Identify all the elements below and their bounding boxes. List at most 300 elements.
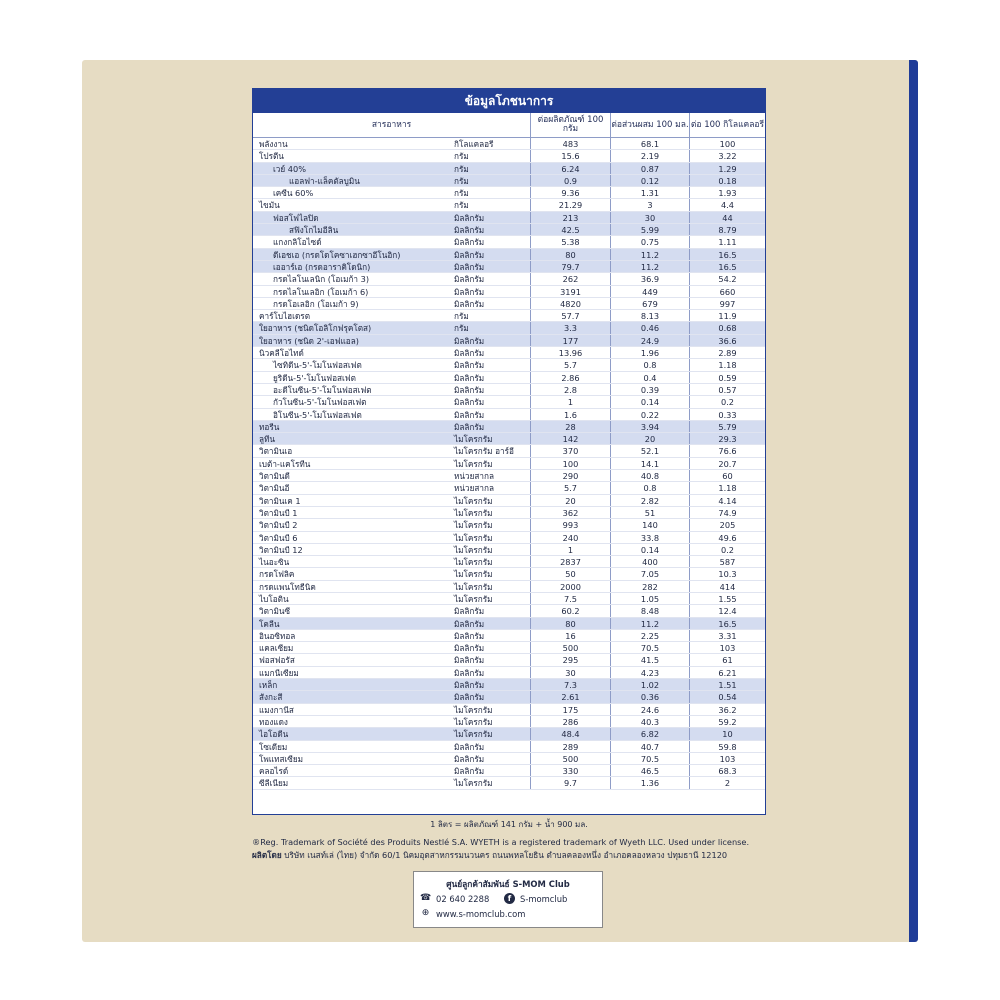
nutrient-name: โคลีน	[259, 618, 280, 629]
value-per-100ml: 0.14	[610, 396, 689, 407]
value-per-100kcal: 11.9	[689, 310, 765, 321]
value-per-100ml: 46.5	[610, 765, 689, 776]
value-per-100kcal: 3.22	[689, 150, 765, 161]
value-per-100g: 2.61	[530, 691, 610, 702]
nutrient-name: เวย์ 40%	[273, 163, 306, 174]
value-per-100kcal: 36.2	[689, 704, 765, 715]
value-per-100kcal: 1.18	[689, 359, 765, 370]
nutrient-name: กรดไลโนเลนิก (โอเมก้า 3)	[273, 274, 370, 285]
value-per-100kcal: 0.59	[689, 372, 765, 383]
nutrient-unit: ไมโครกรัม	[454, 544, 493, 555]
value-per-100kcal: 68.3	[689, 765, 765, 776]
value-per-100g: 286	[530, 716, 610, 727]
value-per-100kcal: 2	[689, 777, 765, 788]
globe-icon: ⊕	[421, 908, 430, 918]
value-per-100g: 2.86	[530, 372, 610, 383]
value-per-100ml: 36.9	[610, 273, 689, 284]
value-per-100kcal: 44	[689, 212, 765, 223]
value-per-100kcal: 76.6	[689, 445, 765, 456]
table-row	[253, 765, 765, 777]
nutrient-unit: มิลลิกรัม	[454, 225, 485, 236]
table-row	[253, 654, 765, 666]
value-per-100kcal: 59.8	[689, 741, 765, 752]
value-per-100kcal: 0.2	[689, 396, 765, 407]
nutrient-name: ไอโอดีน	[259, 729, 289, 740]
value-per-100kcal: 3.31	[689, 630, 765, 641]
value-per-100ml: 3.94	[610, 421, 689, 432]
value-per-100ml: 51	[610, 507, 689, 518]
contact-title: ศูนย์ลูกค้าสัมพันธ์ S-MOM Club	[446, 879, 570, 889]
nutrient-name: ลูทีน	[259, 434, 276, 445]
nutrient-name: ไซทิดีน-5'-โมโนฟอสเฟต	[273, 360, 362, 371]
value-per-100ml: 0.22	[610, 409, 689, 420]
nutrient-name: แมกนีเซียม	[259, 667, 299, 678]
nutrient-unit: หน่วยสากล	[454, 471, 494, 482]
nutrient-unit: มิลลิกรัม	[454, 298, 485, 309]
value-per-100g: 3.3	[530, 322, 610, 333]
value-per-100g: 5.7	[530, 482, 610, 493]
value-per-100g: 100	[530, 458, 610, 469]
nutrient-unit: มิลลิกรัม	[454, 655, 485, 666]
value-per-100g: 16	[530, 630, 610, 641]
value-per-100kcal: 16.5	[689, 261, 765, 272]
nutrient-name: คาร์โบไฮเดรต	[259, 311, 311, 322]
nutrient-name: ยูริดีน-5'-โมโนฟอสเฟต	[273, 372, 356, 383]
value-per-100kcal: 0.33	[689, 409, 765, 420]
nutrient-name: สังกะสี	[259, 692, 283, 703]
contact-website: www.s-momclub.com	[436, 908, 526, 919]
table-row	[253, 777, 765, 789]
value-per-100ml: 40.8	[610, 470, 689, 481]
value-per-100kcal: 997	[689, 298, 765, 309]
nutrient-name: วิตามินบี 12	[259, 544, 303, 555]
nutrition-title: ข้อมูลโภชนาการ	[253, 89, 765, 113]
nutrient-unit: ไมโครกรัม	[454, 716, 493, 727]
nutrient-name: กรดไลโนเลอิก (โอเมก้า 6)	[273, 286, 369, 297]
value-per-100kcal: 36.6	[689, 335, 765, 346]
nutrient-name: ฟอสโฟไลปิด	[273, 212, 319, 223]
nutrient-name: โซเดียม	[259, 741, 288, 752]
value-per-100g: 2837	[530, 556, 610, 567]
nutrient-unit: มิลลิกรัม	[454, 618, 485, 629]
nutrient-name: อะดีโนซีน-5'-โมโนฟอสเฟต	[273, 384, 372, 395]
nutrient-unit: ไมโครกรัม	[454, 569, 493, 580]
value-per-100ml: 400	[610, 556, 689, 567]
value-per-100kcal: 1.93	[689, 187, 765, 198]
nutrient-name: วิตามินเอ	[259, 446, 293, 457]
value-per-100ml: 0.12	[610, 175, 689, 186]
value-per-100kcal: 12.4	[689, 605, 765, 616]
value-per-100kcal: 6.21	[689, 667, 765, 678]
value-per-100kcal: 49.6	[689, 532, 765, 543]
value-per-100kcal: 1.11	[689, 236, 765, 247]
table-row	[253, 753, 765, 765]
value-per-100g: 370	[530, 445, 610, 456]
value-per-100ml: 41.5	[610, 654, 689, 665]
value-per-100ml: 40.7	[610, 741, 689, 752]
table-row	[253, 199, 765, 211]
value-per-100ml: 0.39	[610, 384, 689, 395]
value-per-100ml: 0.4	[610, 372, 689, 383]
value-per-100kcal: 74.9	[689, 507, 765, 518]
value-per-100kcal: 414	[689, 581, 765, 592]
value-per-100kcal: 4.14	[689, 495, 765, 506]
nutrition-table-header	[253, 113, 765, 138]
value-per-100ml: 2.82	[610, 495, 689, 506]
table-row	[253, 224, 765, 236]
nutrient-unit: มิลลิกรัม	[454, 643, 485, 654]
value-per-100g: 79.7	[530, 261, 610, 272]
nutrient-name: นิวคลีโอไทด์	[259, 348, 304, 359]
value-per-100kcal: 205	[689, 519, 765, 530]
nutrient-unit: มิลลิกรัม	[454, 630, 485, 641]
value-per-100g: 42.5	[530, 224, 610, 235]
value-per-100ml: 0.46	[610, 322, 689, 333]
value-per-100ml: 0.75	[610, 236, 689, 247]
nutrient-name: เคซีน 60%	[273, 188, 314, 199]
table-row	[253, 310, 765, 322]
header-per-100ml: ต่อส่วนผสม 100 มล.	[610, 113, 689, 137]
nutrient-unit: ไมโครกรัม	[454, 458, 493, 469]
value-per-100kcal: 1.51	[689, 679, 765, 690]
value-per-100g: 500	[530, 642, 610, 653]
manufacturer-address: บริษัท เนสท์เล่ (ไทย) จำกัด 60/1 นิคมอุตสาหกรรมนวนคร ถนนพหลโยธิน ตำบลคลองหนึ่ง อำเภอคลองหลวง ปทุมธานี 12120	[284, 850, 728, 860]
value-per-100ml: 70.5	[610, 642, 689, 653]
table-row	[253, 532, 765, 544]
nutrient-unit: ไมโครกรัม	[454, 495, 493, 506]
value-per-100g: 483	[530, 138, 610, 149]
nutrient-unit: มิลลิกรัม	[454, 753, 485, 764]
value-per-100g: 20	[530, 495, 610, 506]
nutrition-facts-panel	[252, 88, 766, 815]
nutrient-name: ไบโอติน	[259, 593, 289, 604]
table-row	[253, 335, 765, 347]
value-per-100ml: 52.1	[610, 445, 689, 456]
nutrient-name: ซีลีเนียม	[259, 778, 289, 789]
table-row	[253, 556, 765, 568]
value-per-100g: 175	[530, 704, 610, 715]
table-row	[253, 421, 765, 433]
contact-phone: 02 640 2288	[436, 893, 490, 904]
reconstitution-note: 1 ลิตร = ผลิตภัณฑ์ 141 กรัม + น้ำ 900 มล.	[430, 820, 588, 829]
nutrient-unit: มิลลิกรัม	[454, 348, 485, 359]
nutrient-name: แคลเซียม	[259, 643, 294, 654]
nutrient-unit: มิลลิกรัม	[454, 261, 485, 272]
table-row	[253, 482, 765, 494]
headset-icon: ☎	[420, 893, 432, 903]
nutrient-unit: มิลลิกรัม	[454, 286, 485, 297]
nutrient-unit: หน่วยสากล	[454, 483, 494, 494]
value-per-100ml: 30	[610, 212, 689, 223]
value-per-100g: 21.29	[530, 199, 610, 210]
value-per-100g: 2000	[530, 581, 610, 592]
value-per-100ml: 40.3	[610, 716, 689, 727]
table-row	[253, 716, 765, 728]
nutrient-name: วิตามินบี 6	[259, 532, 298, 543]
nutrient-name: แอลฟา-แล็คตัลบูมิน	[289, 175, 360, 186]
value-per-100ml: 679	[610, 298, 689, 309]
value-per-100kcal: 16.5	[689, 249, 765, 260]
nutrient-unit: ไมโครกรัม อาร์อี	[454, 446, 514, 457]
table-row	[253, 163, 765, 175]
header-nutrient: สารอาหาร	[371, 119, 412, 130]
table-row	[253, 433, 765, 445]
value-per-100kcal: 103	[689, 753, 765, 764]
value-per-100ml: 0.87	[610, 163, 689, 174]
nutrient-unit: ไมโครกรัม	[454, 581, 493, 592]
nutrient-unit: ไมโครกรัม	[454, 729, 493, 740]
value-per-100kcal: 60	[689, 470, 765, 481]
value-per-100kcal: 0.57	[689, 384, 765, 395]
value-per-100kcal: 103	[689, 642, 765, 653]
table-row	[253, 445, 765, 457]
value-per-100g: 262	[530, 273, 610, 284]
value-per-100g: 6.24	[530, 163, 610, 174]
manufacturer-line	[252, 849, 852, 862]
nutrient-name: สฟิงโกไมอีลิน	[289, 225, 339, 236]
table-row	[253, 605, 765, 617]
value-per-100kcal: 4.4	[689, 199, 765, 210]
nutrient-unit: มิลลิกรัม	[454, 249, 485, 260]
table-row	[253, 544, 765, 556]
value-per-100ml: 8.48	[610, 605, 689, 616]
nutrient-unit: มิลลิกรัม	[454, 360, 485, 371]
value-per-100kcal: 1.18	[689, 482, 765, 493]
value-per-100kcal: 5.79	[689, 421, 765, 432]
value-per-100g: 362	[530, 507, 610, 518]
nutrient-unit: ไมโครกรัม	[454, 557, 493, 568]
nutrient-name: กรดแพนโทธีนิค	[259, 581, 316, 592]
table-row	[253, 286, 765, 298]
nutrient-unit: มิลลิกรัม	[454, 766, 485, 777]
value-per-100ml: 11.2	[610, 618, 689, 629]
nutrient-unit: มิลลิกรัม	[454, 212, 485, 223]
value-per-100g: 500	[530, 753, 610, 764]
value-per-100ml: 70.5	[610, 753, 689, 764]
nutrient-unit: มิลลิกรัม	[454, 741, 485, 752]
nutrient-unit: กรัม	[454, 151, 469, 162]
table-row	[253, 347, 765, 359]
value-per-100g: 57.7	[530, 310, 610, 321]
nutrient-name: ดีเอชเอ (กรดโดโคซาเฮกซาอีโนอิก)	[273, 249, 401, 260]
value-per-100g: 1	[530, 396, 610, 407]
nutrient-unit: ไมโครกรัม	[454, 778, 493, 789]
nutrient-unit: กรัม	[454, 188, 469, 199]
value-per-100ml: 20	[610, 433, 689, 444]
nutrient-name: วิตามินบี 1	[259, 507, 298, 518]
nutrient-name: เออาร์เอ (กรดอาราคิโดนิก)	[273, 261, 371, 272]
table-row	[253, 138, 765, 150]
table-row	[253, 507, 765, 519]
value-per-100g: 330	[530, 765, 610, 776]
value-per-100g: 7.5	[530, 593, 610, 604]
table-row	[253, 261, 765, 273]
value-per-100ml: 6.82	[610, 728, 689, 739]
table-row	[253, 691, 765, 703]
value-per-100g: 993	[530, 519, 610, 530]
value-per-100g: 7.3	[530, 679, 610, 690]
value-per-100ml: 11.2	[610, 249, 689, 260]
nutrient-unit: มิลลิกรัม	[454, 384, 485, 395]
trademark-notice: ®Reg. Trademark of Société des Produits Nestlé S.A. WYETH is a registered trademark of Wyeth LLC. Used under license.	[252, 837, 750, 847]
value-per-100g: 28	[530, 421, 610, 432]
value-per-100g: 4820	[530, 298, 610, 309]
nutrient-unit: มิลลิกรัม	[454, 421, 485, 432]
nutrient-unit: มิลลิกรัม	[454, 237, 485, 248]
table-row	[253, 667, 765, 679]
nutrient-name: อิโนซีน-5'-โมโนฟอสเฟต	[273, 409, 362, 420]
facebook-icon: f	[504, 893, 515, 904]
table-row	[253, 470, 765, 482]
value-per-100kcal: 2.89	[689, 347, 765, 358]
value-per-100ml: 282	[610, 581, 689, 592]
nutrient-name: โพแทสเซียม	[259, 753, 304, 764]
table-row	[253, 384, 765, 396]
value-per-100ml: 1.31	[610, 187, 689, 198]
nutrient-name: ใยอาหาร (ชนิดโอลิโกฟรุคโตส)	[259, 323, 372, 334]
value-per-100g: 1.6	[530, 409, 610, 420]
value-per-100kcal: 660	[689, 286, 765, 297]
contact-box	[413, 871, 603, 928]
value-per-100kcal: 8.79	[689, 224, 765, 235]
nutrient-unit: ไมโครกรัม	[454, 434, 493, 445]
table-row	[253, 372, 765, 384]
value-per-100kcal: 54.2	[689, 273, 765, 284]
value-per-100ml: 14.1	[610, 458, 689, 469]
table-row	[253, 618, 765, 630]
contact-facebook: S-momclub	[520, 893, 568, 904]
value-per-100ml: 2.25	[610, 630, 689, 641]
value-per-100g: 177	[530, 335, 610, 346]
nutrient-name: กรดโฟลิค	[259, 569, 295, 580]
nutrient-name: โปรตีน	[259, 151, 284, 162]
contact-line-web	[414, 906, 602, 921]
nutrient-unit: มิลลิกรัม	[454, 606, 485, 617]
value-per-100ml: 0.14	[610, 544, 689, 555]
value-per-100kcal: 10.3	[689, 568, 765, 579]
value-per-100kcal: 20.7	[689, 458, 765, 469]
table-row	[253, 187, 765, 199]
nutrient-name: อินอซิทอล	[259, 630, 296, 641]
value-per-100g: 290	[530, 470, 610, 481]
nutrient-name: ฟอสฟอรัส	[259, 655, 295, 666]
nutrient-name: กรดโอเลอิก (โอเมก้า 9)	[273, 298, 359, 309]
value-per-100g: 142	[530, 433, 610, 444]
table-row	[253, 212, 765, 224]
nutrient-unit: มิลลิกรัม	[454, 372, 485, 383]
value-per-100kcal: 1.55	[689, 593, 765, 604]
nutrient-name: กัวโนซีน-5'-โมโนฟอสเฟต	[273, 397, 367, 408]
value-per-100ml: 0.8	[610, 482, 689, 493]
value-per-100ml: 7.05	[610, 568, 689, 579]
nutrient-name: วิตามินซี	[259, 606, 291, 617]
value-per-100ml: 0.36	[610, 691, 689, 702]
nutrient-name: ไขมัน	[259, 200, 280, 211]
value-per-100ml: 4.23	[610, 667, 689, 678]
table-row	[253, 495, 765, 507]
value-per-100ml: 1.02	[610, 679, 689, 690]
value-per-100kcal: 100	[689, 138, 765, 149]
nutrient-unit: ไมโครกรัม	[454, 507, 493, 518]
nutrient-unit: มิลลิกรัม	[454, 667, 485, 678]
value-per-100kcal: 16.5	[689, 618, 765, 629]
table-row	[253, 458, 765, 470]
value-per-100ml: 3	[610, 199, 689, 210]
header-per-100g: ต่อผลิตภัณฑ์ 100 กรัม	[530, 113, 610, 137]
value-per-100ml: 8.13	[610, 310, 689, 321]
table-row	[253, 273, 765, 285]
nutrient-unit: มิลลิกรัม	[454, 397, 485, 408]
table-row	[253, 150, 765, 162]
value-per-100kcal: 29.3	[689, 433, 765, 444]
nutrient-unit: มิลลิกรัม	[454, 409, 485, 420]
nutrient-name: ใยอาหาร (ชนิด 2'-เอฟแอล)	[259, 335, 359, 346]
nutrient-name: ทอรีน	[259, 421, 280, 432]
value-per-100ml: 11.2	[610, 261, 689, 272]
value-per-100kcal: 0.68	[689, 322, 765, 333]
value-per-100kcal: 1.29	[689, 163, 765, 174]
value-per-100kcal: 10	[689, 728, 765, 739]
value-per-100kcal: 587	[689, 556, 765, 567]
value-per-100ml: 24.9	[610, 335, 689, 346]
nutrient-name: คลอไรด์	[259, 766, 289, 777]
value-per-100ml: 5.99	[610, 224, 689, 235]
value-per-100g: 3191	[530, 286, 610, 297]
table-row	[253, 249, 765, 261]
nutrient-unit: กรัม	[454, 200, 469, 211]
value-per-100kcal: 59.2	[689, 716, 765, 727]
value-per-100ml: 68.1	[610, 138, 689, 149]
value-per-100g: 240	[530, 532, 610, 543]
legal-text	[252, 836, 852, 862]
nutrient-name: ไนอะซิน	[259, 557, 290, 568]
value-per-100g: 0.9	[530, 175, 610, 186]
value-per-100ml: 1.05	[610, 593, 689, 604]
value-per-100g: 213	[530, 212, 610, 223]
nutrient-unit: ไมโครกรัม	[454, 532, 493, 543]
value-per-100ml: 33.8	[610, 532, 689, 543]
value-per-100ml: 140	[610, 519, 689, 530]
nutrient-unit: มิลลิกรัม	[454, 274, 485, 285]
table-row	[253, 568, 765, 580]
table-row	[253, 236, 765, 248]
nutrient-unit: ไมโครกรัม	[454, 593, 493, 604]
contact-line-phone	[414, 891, 602, 906]
nutrient-unit: กรัม	[454, 311, 469, 322]
value-per-100g: 15.6	[530, 150, 610, 161]
header-per-100kcal: ต่อ 100 กิโลแคลอรี	[689, 113, 765, 137]
nutrient-unit: กรัม	[454, 323, 469, 334]
nutrient-name: วิตามินอี	[259, 483, 290, 494]
nutrient-name: วิตามินดี	[259, 471, 290, 482]
value-per-100g: 30	[530, 667, 610, 678]
table-row	[253, 175, 765, 187]
table-row	[253, 704, 765, 716]
table-row	[253, 679, 765, 691]
table-row	[253, 409, 765, 421]
nutrient-name: เหล็ก	[259, 680, 278, 691]
nutrient-unit: มิลลิกรัม	[454, 680, 485, 691]
nutrient-name: แมงกานีส	[259, 704, 294, 715]
value-per-100g: 80	[530, 618, 610, 629]
table-row	[253, 630, 765, 642]
value-per-100g: 5.38	[530, 236, 610, 247]
package-edge-stripe	[909, 60, 918, 942]
value-per-100g: 80	[530, 249, 610, 260]
value-per-100ml: 1.96	[610, 347, 689, 358]
table-row	[253, 396, 765, 408]
nutrient-unit: ไมโครกรัม	[454, 704, 493, 715]
